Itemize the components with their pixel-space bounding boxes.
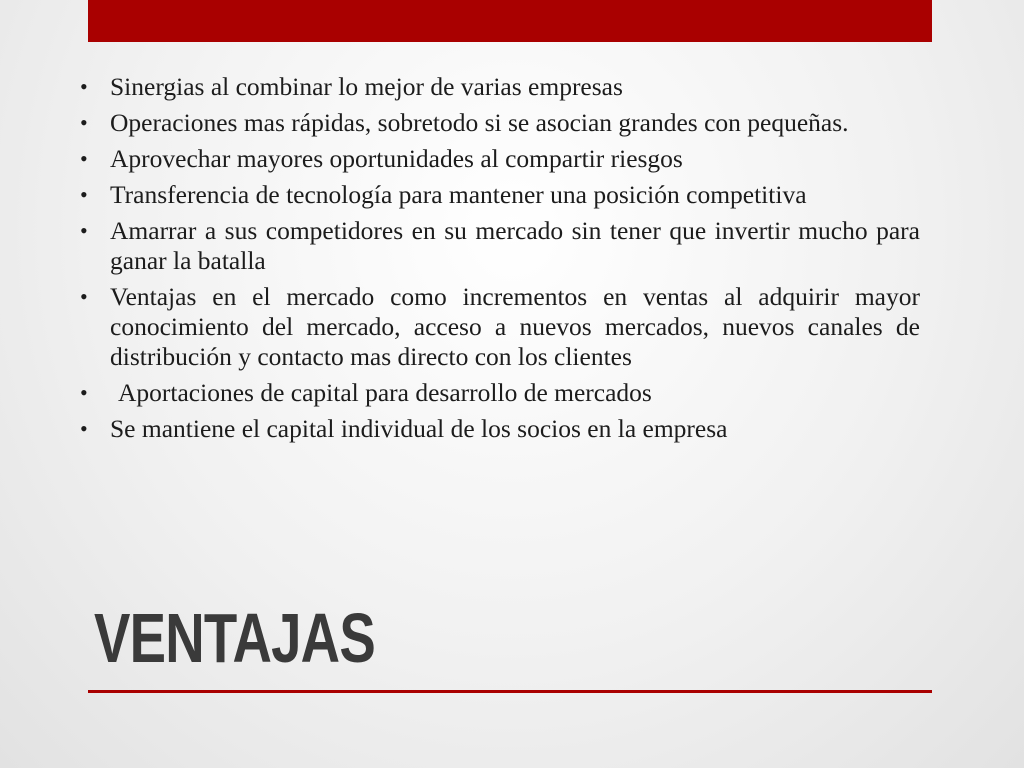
bullet-text: Operaciones mas rápidas, sobretodo si se asocian grandes con pequeñas. xyxy=(110,108,849,137)
bullet-icon: • xyxy=(80,110,88,135)
bullet-icon: • xyxy=(80,146,88,171)
top-accent-bar xyxy=(88,0,932,42)
bullet-icon: • xyxy=(80,284,88,309)
list-item xyxy=(80,108,920,138)
bullet-icon: • xyxy=(80,182,88,207)
bullet-list xyxy=(80,72,920,450)
bullet-icon: • xyxy=(80,416,88,441)
list-item xyxy=(80,414,920,444)
bullet-text: Aportaciones de capital para desarrollo de mercados xyxy=(118,378,652,407)
list-item xyxy=(80,282,920,372)
list-item xyxy=(80,216,920,276)
list-item xyxy=(80,180,920,210)
bullet-text: Transferencia de tecnología para mantener una posición competitiva xyxy=(110,180,807,209)
bullet-text: Amarrar a sus competidores en su mercado sin tener que invertir mucho para ganar la batalla xyxy=(110,216,920,275)
bullet-text: Ventajas en el mercado como incrementos en ventas al adquirir mayor conocimiento del mercado, acceso a nuevos mercados, nuevos canales de distribución y contacto mas directo con los clientes xyxy=(110,282,920,371)
slide-title: VENTAJAS xyxy=(94,599,375,677)
list-item xyxy=(80,72,920,102)
bullet-icon: • xyxy=(80,74,88,99)
title-underline xyxy=(88,690,932,693)
bullet-text: Aprovechar mayores oportunidades al compartir riesgos xyxy=(110,144,683,173)
bullet-text: Se mantiene el capital individual de los socios en la empresa xyxy=(110,414,728,443)
list-item xyxy=(80,378,920,408)
bullet-icon: • xyxy=(80,380,88,405)
bullet-icon: • xyxy=(80,218,88,243)
list-item xyxy=(80,144,920,174)
bullet-text: Sinergias al combinar lo mejor de varias empresas xyxy=(110,72,623,101)
